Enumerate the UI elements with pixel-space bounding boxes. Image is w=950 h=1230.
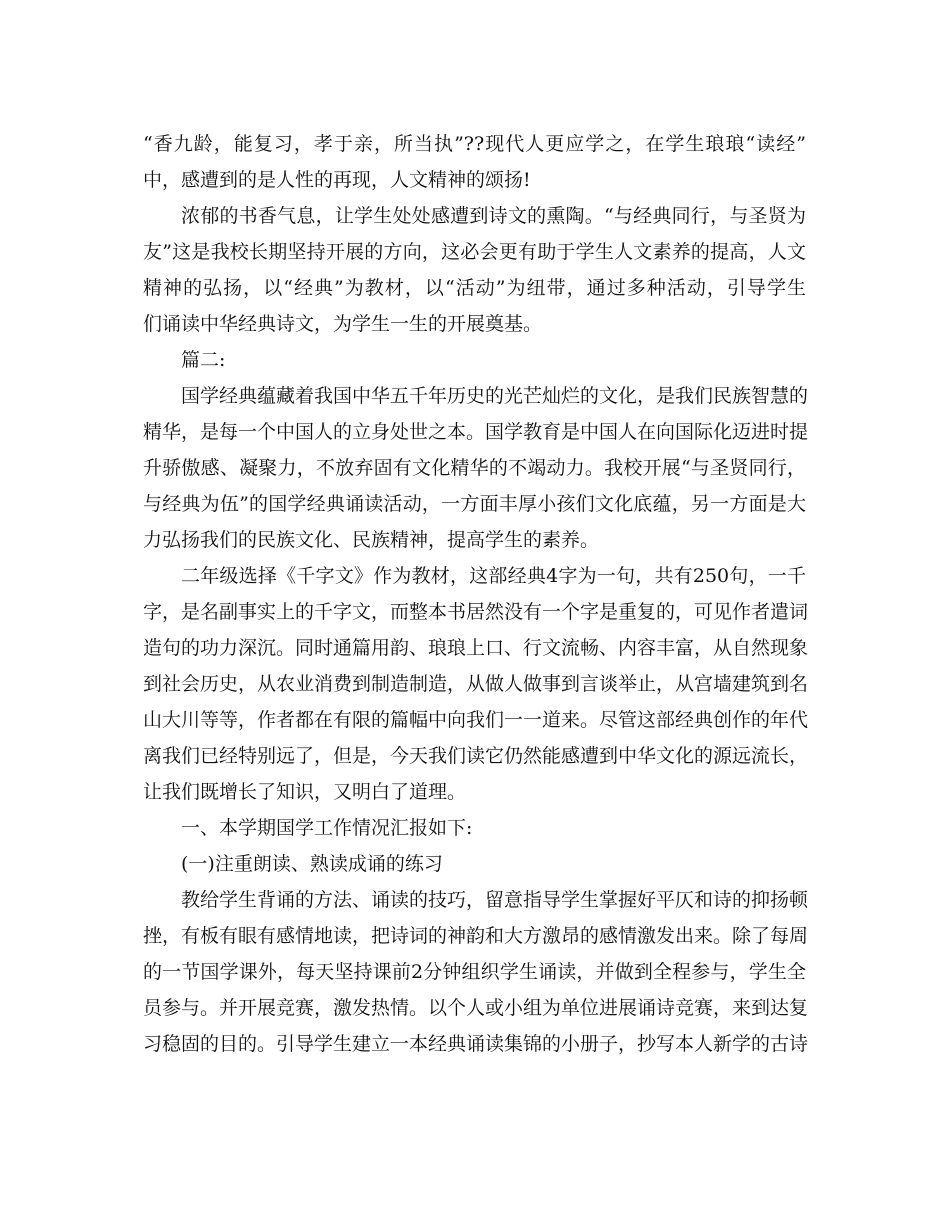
text-line: 升骄傲感、凝聚力，不放弃固有文化精华的不竭动力。我校开展“与圣贤同行， <box>143 457 806 479</box>
text-line: 造句的功力深沉。同时通篇用韵、琅琅上口、行文流畅、内容丰富，从自然现象 <box>143 637 809 659</box>
text-line: 字，是名副事实上的千字文，而整本书居然没有一个字是重复的，可见作者遣词 <box>143 601 809 623</box>
text-line: 力弘扬我们的民族文化、民族精神，提高学生的素养。 <box>143 529 600 551</box>
text-line: 让我们既增长了知识，又明白了道理。 <box>143 781 467 803</box>
text-line: 浓郁的书香气息，让学生处处感遭到诗文的熏陶。“与经典同行，与圣贤为 <box>181 205 806 227</box>
subsection-heading: (一)注重朗读、熟读成诵的练习 <box>181 853 443 875</box>
text-line: 习稳固的目的。引导学生建立一本经典诵读集锦的小册子，抄写本人新学的古诗 <box>143 1033 809 1055</box>
text-line: 教给学生背诵的方法、诵读的技巧，留意指导学生掌握好平仄和诗的抑扬顿 <box>181 889 809 911</box>
text-line: 挫，有板有眼有感情地读，把诗词的神韵和大方激昂的感情激发出来。除了每周 <box>143 925 809 947</box>
text-line: 精神的弘扬，以“经典”为教材，以“活动”为纽带，通过多种活动，引导学生 <box>143 277 806 299</box>
text-line: 与经典为伍”的国学经典诵读活动，一方面丰厚小孩们文化底蕴，另一方面是大 <box>143 493 806 515</box>
text-line: 山大川等等，作者都在有限的篇幅中向我们一一道来。尽管这部经典创作的年代 <box>143 709 809 731</box>
text-line: 友”这是我校长期坚持开展的方向，这必会更有助于学生人文素养的提高，人文 <box>143 241 806 263</box>
text-line: 离我们已经特别远了，但是，今天我们读它仍然能感遭到中华文化的源远流长， <box>143 745 809 767</box>
document-body <box>143 126 809 1062</box>
text-line: 员参与。并开展竞赛，激发热情。以个人或小组为单位进展诵诗竞赛，来到达复 <box>143 997 809 1019</box>
text-line: 们诵读中华经典诗文，为学生一生的开展奠基。 <box>143 313 543 335</box>
text-line: “香九龄，能复习，孝于亲，所当执”??现代人更应学之，在学生琅琅“读经” <box>143 133 806 155</box>
text-line: 二年级选择《千字文》作为教材，这部经典4字为一句，共有250句，一千 <box>181 565 806 587</box>
text-line: 国学经典蕴藏着我国中华五千年历史的光芒灿烂的文化，是我们民族智慧的 <box>181 385 809 407</box>
text-line: 精华，是每一个中国人的立身处世之本。国学教育是中国人在向国际化迈进时提 <box>143 421 809 443</box>
text-line: 中，感遭到的是人性的再现，人文精神的颂扬! <box>143 169 531 191</box>
text-line: 到社会历史，从农业消费到制造制造，从做人做事到言谈举止，从宫墙建筑到名 <box>143 673 809 695</box>
text-line: 的一节国学课外，每天坚持课前2分钟组织学生诵读，并做到全程参与，学生全 <box>143 961 806 983</box>
section-heading: 篇二: <box>181 349 226 371</box>
section-heading: 一、本学期国学工作情况汇报如下: <box>181 817 473 839</box>
